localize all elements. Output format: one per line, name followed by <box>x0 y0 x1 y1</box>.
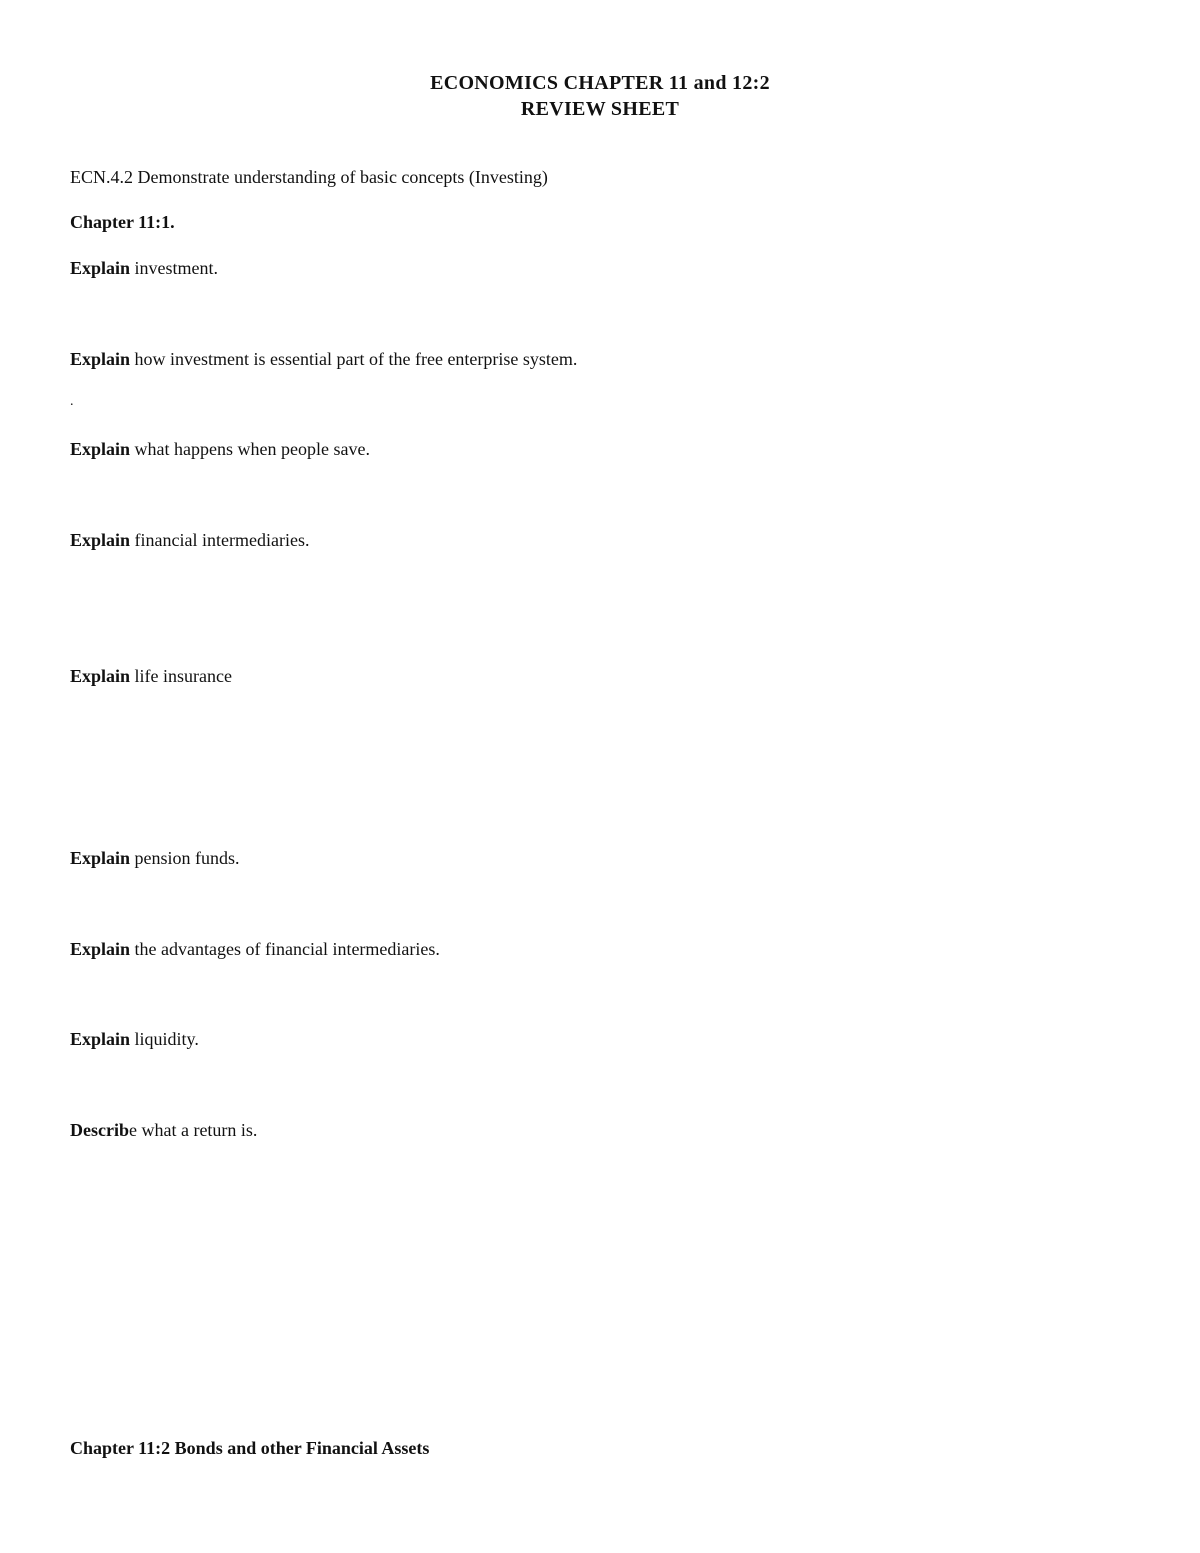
question-text: financial intermediaries. <box>130 530 310 550</box>
question-text: liquidity. <box>130 1029 199 1049</box>
question-text: the advantages of financial intermediaries. <box>130 939 440 959</box>
stray-period: . <box>70 394 74 409</box>
document-title-line-1: ECONOMICS CHAPTER 11 and 12:2 <box>430 72 770 94</box>
question-text: what happens when people save. <box>130 439 370 459</box>
question-text: pension funds. <box>130 848 240 868</box>
standard-statement: ECN.4.2 Demonstrate understanding of basic concepts (Investing) <box>70 167 548 187</box>
section-heading-chapter-11-1: Chapter 11:1. <box>70 212 175 232</box>
question-verb: Explain <box>70 349 131 369</box>
question-text: investment. <box>130 258 219 278</box>
question-verb: Explain <box>70 530 131 550</box>
question-text: how investment is essential part of the free enterprise system. <box>130 349 578 369</box>
question-text: life insurance <box>130 666 232 686</box>
question-verb: Explain <box>70 1029 131 1049</box>
question-verb: Explain <box>70 666 131 686</box>
question-describe-return <box>70 1120 257 1141</box>
question-text: e what a return is. <box>128 1120 258 1140</box>
question-verb: Explain <box>70 848 131 868</box>
question-explain-life-insurance <box>70 666 232 687</box>
question-explain-saving <box>70 439 370 460</box>
document-title-line-2: REVIEW SHEET <box>520 98 680 120</box>
question-explain-investment <box>70 258 218 279</box>
question-verb: Explain <box>70 439 131 459</box>
question-explain-liquidity <box>70 1029 199 1050</box>
question-verb: Describ <box>70 1120 129 1140</box>
question-explain-advantages <box>70 939 440 960</box>
question-explain-free-enterprise <box>70 349 577 370</box>
section-heading-chapter-11-2: Chapter 11:2 Bonds and other Financial Assets <box>70 1438 430 1458</box>
question-explain-pension-funds <box>70 848 240 869</box>
question-explain-financial-intermediaries <box>70 530 309 551</box>
question-verb: Explain <box>70 939 131 959</box>
question-verb: Explain <box>70 258 131 278</box>
